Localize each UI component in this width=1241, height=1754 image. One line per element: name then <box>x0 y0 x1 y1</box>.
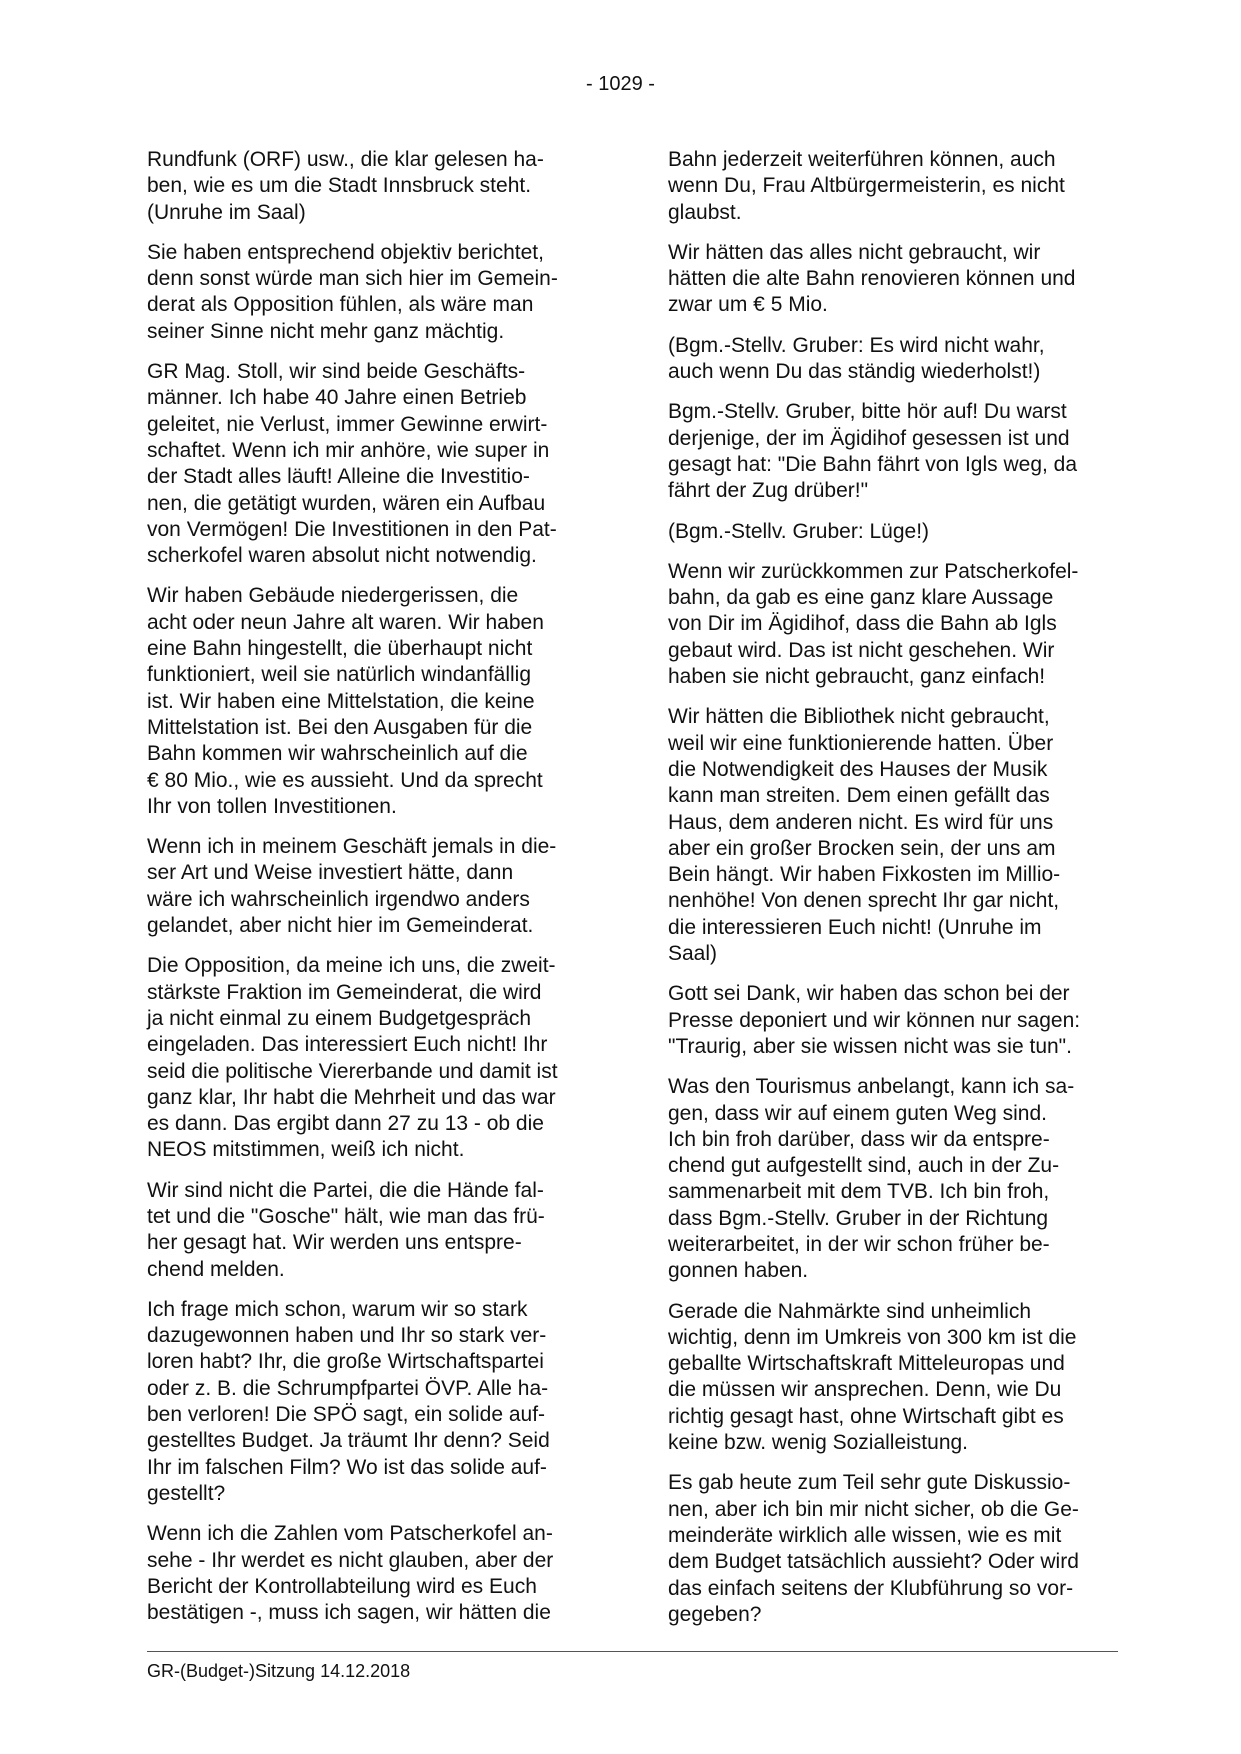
paragraph: Wir haben Gebäude niedergerissen, die acht oder neun Jahre alt waren. Wir haben eine Bahn hingestellt, die überhaupt nicht funktioniert, weil sie natürlich windanfällig ist. Wir haben eine Mittelstation, die keine Mittelstation ist. Bei den Ausgaben für die Bahn kommen wir wahrscheinlich auf die € 80 Mio., wie es aussieht. Und da sprecht Ihr von tollen Investitionen. <box>147 584 544 818</box>
paragraph: Bahn jederzeit weiterführen können, auch wenn Du, Frau Altbürgermeisterin, es nicht glaubst. <box>668 148 1065 224</box>
paragraph: Wir sind nicht die Partei, die die Hände fal- tet und die "Gosche" hält, wie man das frü- her gesagt hat. Wir werden uns entspre- chend melden. <box>147 1178 545 1281</box>
paragraph: Ich frage mich schon, warum wir so stark dazugewonnen haben und Ihr so stark ver- loren habt? Ihr, die große Wirtschaftspartei oder z. B. die Schrumpfpartei ÖVP. Alle ha- ben verloren! Die SPÖ sagt, ein solide auf- gestelltes Budget. Ja träumt Ihr denn? Seid Ihr im falschen Film? Wo ist das solide auf- gestellt? <box>147 1297 550 1505</box>
page-number: - 1029 - <box>586 73 655 95</box>
paragraph: Rundfunk (ORF) usw., die klar gelesen ha- ben, wie es um die Stadt Innsbruck steht. (Unruhe im Saal) <box>147 148 544 224</box>
footer-divider <box>147 1651 1118 1652</box>
paragraph: Wir hätten die Bibliothek nicht gebraucht, weil wir eine funktionierende hatten. Über die Notwendigkeit des Hauses der Musik kann man streiten. Dem einen gefällt das Haus, dem anderen nicht. Es wird für uns aber ein großer Brocken sein, der uns am Bein hängt. Wir haben Fixkosten im Millio- nenhöhe! Von denen sprecht Ihr gar nicht, die interessieren Euch nicht! (Unruhe im Saal) <box>668 705 1061 966</box>
paragraph: Sie haben entsprechend objektiv berichtet, denn sonst würde man sich hier im Gemein- derat als Opposition fühlen, als wäre man seiner Sinne nicht mehr ganz mächtig. <box>147 240 558 343</box>
paragraph: Gott sei Dank, wir haben das schon bei der Presse deponiert und wir können nur sagen: "Traurig, aber sie wissen nicht was sie tun". <box>668 982 1081 1058</box>
paragraph: Wenn wir zurückkommen zur Patscherkofel- bahn, da gab es eine ganz klare Aussage von Dir im Ägidihof, dass die Bahn ab Igls gebaut wird. Das ist nicht geschehen. Wir haben sie nicht gebraucht, ganz einfach! <box>668 559 1079 689</box>
paragraph: Es gab heute zum Teil sehr gute Diskussio- nen, aber ich bin mir nicht sicher, ob die Ge- meinderäte wirklich alle wissen, wie es mit dem Budget tatsächlich aussieht? Oder wird das einfach seitens der Klubführung so vor- gegeben? <box>668 1471 1079 1626</box>
left-column <box>147 147 607 1640</box>
paragraph: Was den Tourismus anbelangt, kann ich sa- gen, dass wir auf einem guten Weg sind. Ich bin froh darüber, dass wir da entspre- chend gut aufgestellt sind, auch in der Zu- sammenarbeit mit dem TVB. Ich bin froh, dass Bgm.-Stellv. Gruber in der Richtung weiterarbeitet, in der wir schon früher be- gonnen haben. <box>668 1075 1075 1283</box>
interjection: (Bgm.-Stellv. Gruber: Es wird nicht wahr, auch wenn Du das ständig wiederholst!) <box>668 333 1045 384</box>
paragraph: GR Mag. Stoll, wir sind beide Geschäfts- männer. Ich habe 40 Jahre einen Betrieb geleitet, nie Verlust, immer Gewinne erwirt- schaftet. Wenn ich mir anhöre, wie super in der Stadt alles läuft! Alleine die Investitio- nen, die getätigt wurden, wären ein Aufbau von Vermögen! Die Investitionen in den Pat- scherkofel waren absolut nicht notwendig. <box>147 360 557 568</box>
footer-session-label: GR-(Budget-)Sitzung 14.12.2018 <box>147 1661 411 1681</box>
right-column <box>668 147 1128 1642</box>
paragraph: Gerade die Nahmärkte sind unheimlich wichtig, denn im Umkreis von 300 km ist die geballte Wirtschaftskraft Mitteleuropas und die müssen wir ansprechen. Denn, wie Du richtig gesagt hast, ohne Wirtschaft gibt es keine bzw. wenig Sozialleistung. <box>668 1299 1077 1455</box>
paragraph: Wenn ich in meinem Geschäft jemals in die- ser Art und Weise investiert hätte, dann wäre ich wahrscheinlich irgendwo anders gelandet, aber nicht hier im Gemeinderat. <box>147 835 557 938</box>
paragraph: Die Opposition, da meine ich uns, die zweit- stärkste Fraktion im Gemeinderat, die wird ja nicht einmal zu einem Budgetgespräch eingeladen. Das interessiert Euch nicht! Ihr seid die politische Viererbande und damit ist ganz klar, Ihr habt die Mehrheit und das war es dann. Das ergibt dann 27 zu 13 - ob die NEOS mitstimmen, weiß ich nicht. <box>147 954 558 1162</box>
paragraph: Wir hätten das alles nicht gebraucht, wir hätten die alte Bahn renovieren können und zwar um € 5 Mio. <box>668 240 1076 317</box>
interjection: (Bgm.-Stellv. Gruber: Lüge!) <box>668 519 930 543</box>
paragraph: Bgm.-Stellv. Gruber, bitte hör auf! Du warst derjenige, der im Ägidihof gesessen ist und gesagt hat: "Die Bahn fährt von Igls weg, da fährt der Zug drüber!" <box>668 400 1078 503</box>
paragraph: Wenn ich die Zahlen vom Patscherkofel an- sehe - Ihr werdet es nicht glauben, aber der Bericht der Kontrollabteilung wird es Euch bestätigen -, muss ich sagen, wir hätten die <box>147 1522 554 1625</box>
